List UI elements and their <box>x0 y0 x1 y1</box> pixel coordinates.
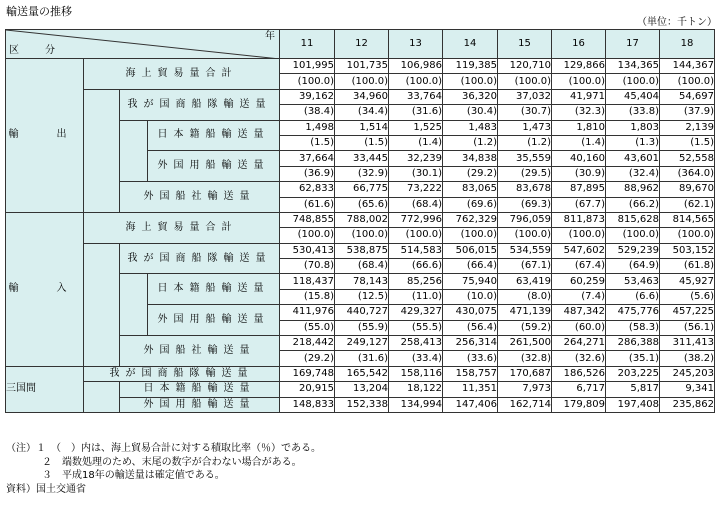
volume-cell: 106,986 <box>389 59 443 74</box>
volume-cell: 503,152 <box>660 243 715 258</box>
ratio-cell: (100.0) <box>443 228 498 243</box>
row-label: 外国用船輸送量 <box>120 397 280 412</box>
ratio-cell: (36.9) <box>280 166 335 181</box>
volume-cell: 35,559 <box>498 151 552 166</box>
footnote-1: （注）１ （ ）内は、海上貿易合計に対する積取比率（％）である。 <box>6 443 321 454</box>
volume-cell: 45,927 <box>660 274 715 289</box>
volume-cell: 60,259 <box>552 274 606 289</box>
volume-cell: 169,748 <box>280 366 335 381</box>
volume-cell: 63,419 <box>498 274 552 289</box>
ratio-cell: (66.6) <box>389 259 443 274</box>
ratio-cell: (12.5) <box>335 289 389 304</box>
volume-cell: 218,442 <box>280 336 335 351</box>
ratio-cell: (67.1) <box>498 259 552 274</box>
volume-cell: 814,565 <box>660 212 715 227</box>
volume-cell: 2,139 <box>660 120 715 135</box>
volume-cell: 45,404 <box>606 89 660 104</box>
volume-cell: 762,329 <box>443 212 498 227</box>
ratio-cell: (100.0) <box>335 228 389 243</box>
volume-cell: 429,327 <box>389 305 443 320</box>
volume-cell: 13,204 <box>335 382 389 397</box>
ratio-cell: (1.4) <box>389 135 443 150</box>
volume-cell: 39,162 <box>280 89 335 104</box>
volume-cell: 37,664 <box>280 151 335 166</box>
indent-cell <box>120 274 148 336</box>
ratio-cell: (30.9) <box>552 166 606 181</box>
group-label-export: 輸 出 <box>6 59 84 213</box>
ratio-cell: (70.8) <box>280 259 335 274</box>
ratio-cell: (1.3) <box>606 135 660 150</box>
volume-cell: 258,413 <box>389 336 443 351</box>
year-header: 16 <box>552 30 606 59</box>
volume-cell: 101,735 <box>335 59 389 74</box>
ratio-cell: (69.3) <box>498 197 552 212</box>
volume-cell: 514,583 <box>389 243 443 258</box>
volume-cell: 1,525 <box>389 120 443 135</box>
ratio-cell: (100.0) <box>498 74 552 89</box>
volume-cell: 7,973 <box>498 382 552 397</box>
volume-cell: 261,500 <box>498 336 552 351</box>
ratio-cell: (33.6) <box>443 351 498 366</box>
ratio-cell: (64.9) <box>606 259 660 274</box>
volume-cell: 36,320 <box>443 89 498 104</box>
ratio-cell: (100.0) <box>389 74 443 89</box>
year-header: 14 <box>443 30 498 59</box>
volume-cell: 162,714 <box>498 397 552 412</box>
volume-cell: 85,256 <box>389 274 443 289</box>
volume-cell: 120,710 <box>498 59 552 74</box>
volume-cell: 811,873 <box>552 212 606 227</box>
year-header: 17 <box>606 30 660 59</box>
volume-cell: 37,032 <box>498 89 552 104</box>
volume-cell: 440,727 <box>335 305 389 320</box>
volume-cell: 88,962 <box>606 182 660 197</box>
unit-label: （単位：千トン） <box>637 17 717 28</box>
volume-cell: 52,558 <box>660 151 715 166</box>
volume-cell: 256,314 <box>443 336 498 351</box>
volume-cell: 506,015 <box>443 243 498 258</box>
volume-cell: 11,351 <box>443 382 498 397</box>
volume-cell: 788,002 <box>335 212 389 227</box>
volume-cell: 89,670 <box>660 182 715 197</box>
ratio-cell: (1.2) <box>498 135 552 150</box>
ratio-cell: (31.6) <box>389 105 443 120</box>
ratio-cell: (34.4) <box>335 105 389 120</box>
volume-cell: 119,385 <box>443 59 498 74</box>
volume-cell: 73,222 <box>389 182 443 197</box>
ratio-cell: (1.5) <box>280 135 335 150</box>
volume-cell: 129,866 <box>552 59 606 74</box>
volume-cell: 134,994 <box>389 397 443 412</box>
ratio-cell: (7.4) <box>552 289 606 304</box>
volume-cell: 475,776 <box>606 305 660 320</box>
ratio-cell: (100.0) <box>552 74 606 89</box>
volume-cell: 203,225 <box>606 366 660 381</box>
ratio-cell: (37.9) <box>660 105 715 120</box>
volume-cell: 158,757 <box>443 366 498 381</box>
volume-cell: 430,075 <box>443 305 498 320</box>
ratio-cell: (67.7) <box>552 197 606 212</box>
volume-cell: 529,239 <box>606 243 660 258</box>
ratio-cell: (55.0) <box>280 320 335 335</box>
footnote-3: ３ 平成18年の輸送量は確定値である。 <box>42 470 225 481</box>
ratio-cell: (30.4) <box>443 105 498 120</box>
volume-cell: 66,775 <box>335 182 389 197</box>
ratio-cell: (55.9) <box>335 320 389 335</box>
year-header: 18 <box>660 30 715 59</box>
ratio-cell: (33.4) <box>389 351 443 366</box>
volume-cell: 264,271 <box>552 336 606 351</box>
volume-cell: 487,342 <box>552 305 606 320</box>
volume-cell: 772,996 <box>389 212 443 227</box>
volume-cell: 796,059 <box>498 212 552 227</box>
ratio-cell: (364.0) <box>660 166 715 181</box>
ratio-cell: (33.8) <box>606 105 660 120</box>
volume-cell: 53,463 <box>606 274 660 289</box>
volume-cell: 20,915 <box>280 382 335 397</box>
ratio-cell: (62.1) <box>660 197 715 212</box>
ratio-cell: (1.5) <box>660 135 715 150</box>
row-label: 我が国商船隊輸送量 <box>120 89 280 120</box>
volume-cell: 9,341 <box>660 382 715 397</box>
volume-cell: 186,526 <box>552 366 606 381</box>
volume-cell: 411,976 <box>280 305 335 320</box>
ratio-cell: (6.6) <box>606 289 660 304</box>
volume-cell: 179,809 <box>552 397 606 412</box>
ratio-cell: (32.3) <box>552 105 606 120</box>
ratio-cell: (5.6) <box>660 289 715 304</box>
row-label: 外国用船輸送量 <box>148 305 280 336</box>
ratio-cell: (32.8) <box>498 351 552 366</box>
ratio-cell: (60.0) <box>552 320 606 335</box>
group-label-third-country: 三国間 <box>6 366 84 412</box>
volume-cell: 286,388 <box>606 336 660 351</box>
volume-cell: 83,065 <box>443 182 498 197</box>
row-label: 日本籍船輸送量 <box>120 382 280 397</box>
volume-cell: 33,764 <box>389 89 443 104</box>
row-label: 外国用船輸送量 <box>148 151 280 182</box>
row-label: 我が国商船隊輸送量 <box>120 243 280 274</box>
volume-cell: 530,413 <box>280 243 335 258</box>
volume-cell: 158,116 <box>389 366 443 381</box>
ratio-cell: (1.2) <box>443 135 498 150</box>
ratio-cell: (100.0) <box>389 228 443 243</box>
volume-cell: 1,483 <box>443 120 498 135</box>
ratio-cell: (68.4) <box>389 197 443 212</box>
category-axis-label: 区 分 <box>9 45 63 56</box>
volume-cell: 311,413 <box>660 336 715 351</box>
volume-cell: 457,225 <box>660 305 715 320</box>
row-label: 我が国商船隊輸送量 <box>84 366 280 381</box>
ratio-cell: (100.0) <box>660 74 715 89</box>
volume-cell: 6,717 <box>552 382 606 397</box>
volume-cell: 471,139 <box>498 305 552 320</box>
ratio-cell: (10.0) <box>443 289 498 304</box>
row-label: 外国船社輸送量 <box>120 182 280 213</box>
volume-cell: 75,940 <box>443 274 498 289</box>
volume-cell: 534,559 <box>498 243 552 258</box>
volume-cell: 40,160 <box>552 151 606 166</box>
ratio-cell: (30.7) <box>498 105 552 120</box>
year-header: 13 <box>389 30 443 59</box>
volume-cell: 197,408 <box>606 397 660 412</box>
volume-cell: 62,833 <box>280 182 335 197</box>
year-header: 12 <box>335 30 389 59</box>
volume-cell: 18,122 <box>389 382 443 397</box>
footnote-2: ２ 端数処理のため、末尾の数字が合わない場合がある。 <box>42 456 302 468</box>
year-header: 15 <box>498 30 552 59</box>
ratio-cell: (69.6) <box>443 197 498 212</box>
volume-cell: 249,127 <box>335 336 389 351</box>
volume-cell: 165,542 <box>335 366 389 381</box>
volume-cell: 34,838 <box>443 151 498 166</box>
volume-cell: 5,817 <box>606 382 660 397</box>
ratio-cell: (68.4) <box>335 259 389 274</box>
volume-cell: 118,437 <box>280 274 335 289</box>
table-corner-header <box>6 30 280 59</box>
ratio-cell: (32.6) <box>552 351 606 366</box>
volume-cell: 87,895 <box>552 182 606 197</box>
ratio-cell: (30.1) <box>389 166 443 181</box>
ratio-cell: (1.4) <box>552 135 606 150</box>
ratio-cell: (38.2) <box>660 351 715 366</box>
indent-cell <box>84 89 120 212</box>
volume-cell: 148,833 <box>280 397 335 412</box>
row-label: 海上貿易量合計 <box>84 59 280 90</box>
ratio-cell: (61.6) <box>280 197 335 212</box>
ratio-cell: (29.2) <box>443 166 498 181</box>
volume-cell: 83,678 <box>498 182 552 197</box>
ratio-cell: (66.4) <box>443 259 498 274</box>
volume-cell: 1,498 <box>280 120 335 135</box>
group-label-import: 輸 入 <box>6 212 84 366</box>
ratio-cell: (65.6) <box>335 197 389 212</box>
volume-cell: 147,406 <box>443 397 498 412</box>
volume-cell: 815,628 <box>606 212 660 227</box>
ratio-cell: (56.1) <box>660 320 715 335</box>
ratio-cell: (58.3) <box>606 320 660 335</box>
ratio-cell: (29.2) <box>280 351 335 366</box>
indent-cell <box>120 120 148 182</box>
volume-cell: 152,338 <box>335 397 389 412</box>
source-note: 資料）国土交通省 <box>6 483 86 495</box>
ratio-cell: (31.6) <box>335 351 389 366</box>
ratio-cell: (29.5) <box>498 166 552 181</box>
indent-cell <box>84 382 120 413</box>
ratio-cell: (32.9) <box>335 166 389 181</box>
row-label: 日本籍船輸送量 <box>148 120 280 151</box>
ratio-cell: (15.8) <box>280 289 335 304</box>
ratio-cell: (100.0) <box>280 228 335 243</box>
ratio-cell: (61.8) <box>660 259 715 274</box>
ratio-cell: (100.0) <box>280 74 335 89</box>
volume-cell: 547,602 <box>552 243 606 258</box>
volume-cell: 78,143 <box>335 274 389 289</box>
volume-cell: 1,810 <box>552 120 606 135</box>
page-title: 輸送量の推移 <box>6 5 72 18</box>
ratio-cell: (100.0) <box>552 228 606 243</box>
ratio-cell: (67.4) <box>552 259 606 274</box>
volume-cell: 1,803 <box>606 120 660 135</box>
volume-cell: 1,473 <box>498 120 552 135</box>
volume-cell: 144,367 <box>660 59 715 74</box>
volume-cell: 34,960 <box>335 89 389 104</box>
volume-cell: 245,203 <box>660 366 715 381</box>
ratio-cell: (1.5) <box>335 135 389 150</box>
year-axis-label: 年 <box>265 31 275 42</box>
year-header: 11 <box>280 30 335 59</box>
volume-cell: 33,445 <box>335 151 389 166</box>
volume-cell: 54,697 <box>660 89 715 104</box>
ratio-cell: (100.0) <box>335 74 389 89</box>
volume-cell: 235,862 <box>660 397 715 412</box>
ratio-cell: (35.1) <box>606 351 660 366</box>
ratio-cell: (100.0) <box>498 228 552 243</box>
ratio-cell: (56.4) <box>443 320 498 335</box>
volume-cell: 134,365 <box>606 59 660 74</box>
ratio-cell: (8.0) <box>498 289 552 304</box>
volume-cell: 748,855 <box>280 212 335 227</box>
volume-cell: 32,239 <box>389 151 443 166</box>
transport-volume-table <box>5 29 715 413</box>
row-label: 日本籍船輸送量 <box>148 274 280 305</box>
ratio-cell: (100.0) <box>606 228 660 243</box>
ratio-cell: (38.4) <box>280 105 335 120</box>
volume-cell: 41,971 <box>552 89 606 104</box>
volume-cell: 1,514 <box>335 120 389 135</box>
ratio-cell: (59.2) <box>498 320 552 335</box>
indent-cell <box>84 243 120 366</box>
volume-cell: 101,995 <box>280 59 335 74</box>
ratio-cell: (66.2) <box>606 197 660 212</box>
ratio-cell: (11.0) <box>389 289 443 304</box>
footnotes <box>6 442 321 496</box>
ratio-cell: (100.0) <box>443 74 498 89</box>
ratio-cell: (32.4) <box>606 166 660 181</box>
ratio-cell: (100.0) <box>606 74 660 89</box>
volume-cell: 43,601 <box>606 151 660 166</box>
row-label: 海上貿易量合計 <box>84 212 280 243</box>
volume-cell: 170,687 <box>498 366 552 381</box>
ratio-cell: (100.0) <box>660 228 715 243</box>
volume-cell: 538,875 <box>335 243 389 258</box>
row-label: 外国船社輸送量 <box>120 336 280 367</box>
ratio-cell: (55.5) <box>389 320 443 335</box>
